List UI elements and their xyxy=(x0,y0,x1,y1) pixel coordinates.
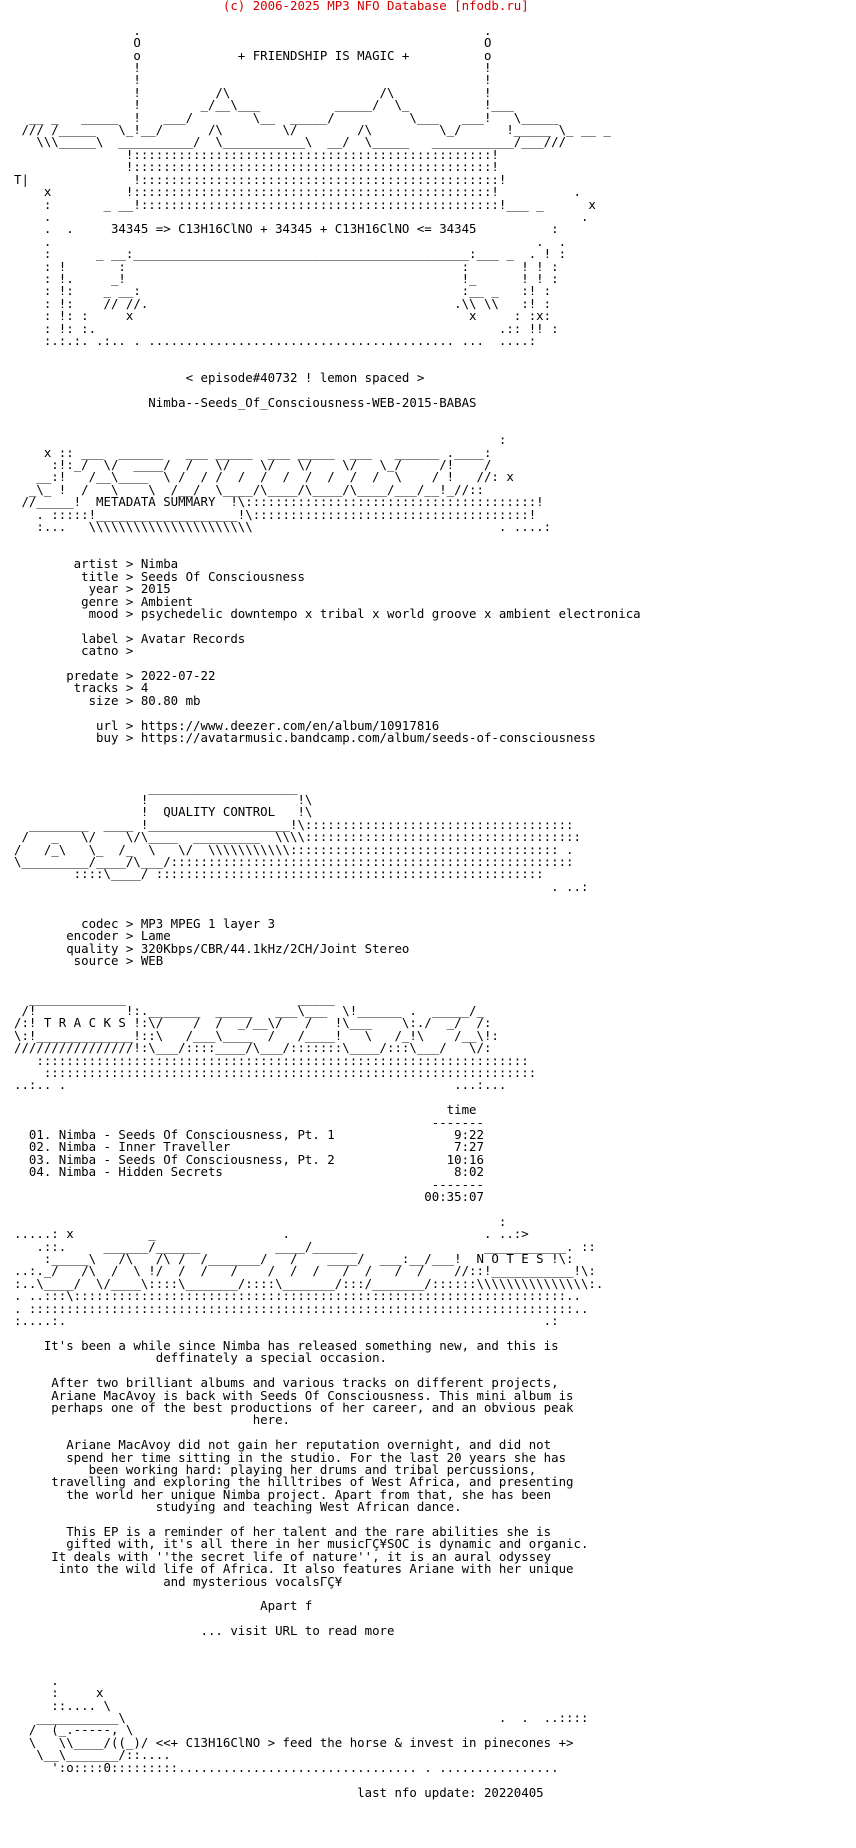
nfo-line: quality > 320Kbps/CBR/44.1kHz/2CH/Joint Stereo xyxy=(14,940,410,956)
nfo-line: perhaps one of the best productions of her career, and an obvious peak xyxy=(14,1399,574,1415)
nfo-line: :::::::::::::::::::::::::::::::::::::::::::::::::::::::::::::::::: xyxy=(14,1052,529,1068)
nfo-line: It deals with ''the secret life of nature'', it is an aural odyssey xyxy=(14,1548,552,1564)
nfo-line: ! ! xyxy=(14,60,492,76)
nfo-line: ////////////////!:\___/::::____/\___/:::::::\____/:::\___/ \/: xyxy=(14,1040,492,1056)
nfo-line: : ! : : ! ! : xyxy=(14,258,559,274)
nfo-line: < episode#40732 ! lemon spaced > xyxy=(14,370,425,386)
nfo-line: _____________ _____ xyxy=(14,990,335,1006)
nfo-line: ..:._/ /\ / \ !/ / / / / / / / / / / //::!___________!\: xyxy=(14,1263,596,1279)
nfo-line: year > 2015 xyxy=(14,581,171,597)
nfo-line: 02. Nimba - Inner Traveller 7:27 xyxy=(14,1139,484,1155)
nfo-line: . :::::::::::::::::::::::::::::::::::::::::::::::::::::::::::::::::::::::::.. xyxy=(14,1300,589,1316)
nfo-line: ! _/__\___ _____/ \_ !___ xyxy=(14,97,514,113)
nfo-line: 03. Nimba - Seeds Of Consciousness, Pt. 2 10:16 xyxy=(14,1151,484,1167)
nfo-line: ________ ____ !___________________!\:::::::::::::::::::::::::::::::::::: xyxy=(14,816,574,832)
nfo-line: . ..:::\::::::::::::::::::::::::::::::::::::::::::::::::::::::::::::::::::.. xyxy=(14,1288,581,1304)
nfo-line: size > 80.80 mb xyxy=(14,692,201,708)
nfo-line: artist > Nimba xyxy=(14,556,179,572)
nfo-line: ..:.. . ...:... xyxy=(14,1077,507,1093)
nfo-line: title > Seeds Of Consciousness xyxy=(14,568,305,584)
nfo-line xyxy=(14,757,856,769)
nfo-line: : !: // //. .\\ \\ :! : xyxy=(14,295,552,311)
nfo-line: genre > Ambient xyxy=(14,593,194,609)
nfo-line: \\\_____\ __________/ \___________\ __/ \_____ ___________/___/// xyxy=(14,134,567,150)
nfo-line: .::. ______/______ ____/______ ___________. :: xyxy=(14,1238,596,1254)
nfo-line: encoder > Lame xyxy=(14,928,171,944)
nfo-line: ! QUALITY CONTROL !\ xyxy=(14,804,313,820)
nfo-line: ::::\____/ :::::::::::::::::::::::::::::::::::::::::::::::::::: xyxy=(14,866,544,882)
nfo-line: / /_\ \_ /_ \ \/ \\\\\\\\\\\:::::::::::::::::::::::::::::::::::: . xyxy=(14,841,574,857)
nfo-line: \_________/____/\___/:::::::::::::::::::::::::::::::::::::::::::::::::::::: xyxy=(14,854,574,870)
nfo-line: catno > xyxy=(14,643,134,659)
nfo-line: x :: ___ ______ ___ _____ ___ _____ ___ ______ .____: xyxy=(14,444,492,460)
nfo-line: After two brilliant albums and various tracks on different projects, xyxy=(14,1375,559,1391)
nfo-line: /! !:._______ _____ ___\___ \!______ . _____/_ xyxy=(14,1002,484,1018)
nfo-line: into the wild life of Africa. It also features Ariane with her unique xyxy=(14,1561,574,1577)
nfo-line xyxy=(14,533,856,545)
nfo-line: !::::::::::::::::::::::::::::::::::::::::::::::::! xyxy=(14,159,499,175)
nfo-line: Ariane MacAvoy did not gain her reputation overnight, and did not xyxy=(14,1437,552,1453)
nfo-line: / _ \/ \/\____ _________ \\\\::::::::::::::::::::::::::::::::::::: xyxy=(14,829,581,845)
nfo-line: and mysterious vocalsΓÇ¥ xyxy=(14,1573,343,1589)
nfo-line: source > WEB xyxy=(14,953,164,969)
nfo-line: mood > psychedelic downtempo x tribal x world groove x ambient electronica xyxy=(14,605,641,621)
nfo-line: :_____\ /\ /\ / /_______/ / ____/ ___:__/___! N O T E S !\: xyxy=(14,1251,574,1267)
nfo-line: :!:_/ \/ ____/ / \/ \/ \/ \/ \_/ /! / xyxy=(14,457,492,473)
nfo-line: This EP is a reminder of her talent and the rare abilities she is xyxy=(14,1523,552,1539)
nfo-line xyxy=(14,1650,856,1662)
nfo-line: url > https://www.deezer.com/en/album/10917816 xyxy=(14,717,440,733)
nfo-line: 00:35:07 xyxy=(14,1189,484,1204)
nfo-line: . ..: xyxy=(14,878,589,894)
nfo-line: . . . xyxy=(14,233,567,249)
nfo-line: \__\_______/::.... xyxy=(14,1747,171,1763)
nfo-line: ___________\ . . ..:::: xyxy=(14,1710,589,1726)
nfo-line: /:! T R A C K S !:\/ / / _/__\/ / !\___ \:./ _/ /: xyxy=(14,1015,492,1031)
nfo-line: Nimba--Seeds_Of_Consciousness-WEB-2015-BABAS xyxy=(14,395,477,410)
nfo-art-body xyxy=(0,12,856,1799)
nfo-line xyxy=(14,1638,856,1650)
nfo-line: ::.... \ xyxy=(14,1697,111,1713)
nfo-line: : x xyxy=(14,1685,104,1701)
nfo-line: _\_ ! / \ \ /__/ \____/\____/\____/\____/___/__!_//:: xyxy=(14,481,484,497)
nfo-line: gifted with, it's all there in her musicΓÇ¥SOC is dynamic and organic. xyxy=(14,1536,589,1552)
nfo-line: label > Avatar Records xyxy=(14,630,246,646)
nfo-line: Apart f xyxy=(14,1598,313,1614)
nfo-line xyxy=(14,968,856,980)
nfo-line: 01. Nimba - Seeds Of Consciousness, Pt. 1 9:22 xyxy=(14,1126,484,1142)
nfo-line: : xyxy=(14,1213,507,1229)
nfo-line: :.:.:. .:.. . ......................................... ... ....: xyxy=(14,332,537,348)
nfo-line: : _ __!::::::::::::::::::::::::::::::::::::::::::::::::!___ _ x xyxy=(14,196,596,212)
nfo-line xyxy=(14,409,856,421)
nfo-line: : xyxy=(14,432,507,448)
nfo-line: codec > MP3 MPEG 1 layer 3 xyxy=(14,916,276,932)
nfo-line: ! /\ /\ ! xyxy=(14,84,492,100)
nfo-line: //_____! METADATA SUMMARY !\:::::::::::::::::::::::::::::::::::::::! xyxy=(14,494,544,510)
nfo-line: : !: :. .:: !! : xyxy=(14,320,559,336)
nfo-line: ... visit URL to read more xyxy=(14,1623,395,1639)
copyright-header: (c) 2006-2025 MP3 NFO Database [nfodb.ru] xyxy=(14,0,529,13)
nfo-line: Ariane MacAvoy is back with Seeds Of Consciousness. This mini album is xyxy=(14,1387,574,1403)
nfo-line: : !. _! !_ ! ! : xyxy=(14,270,559,286)
nfo-line: \ \\____/((_)/ <<+ C13H16ClNO > feed the horse & invest in pinecones +> xyxy=(14,1734,574,1750)
nfo-line: :::::::::::::::::::::::::::::::::::::::::::::::::::::::::::::::::: xyxy=(14,1064,537,1080)
nfo-line: . . 34345 => C13H16ClNO + 34345 + C13H16ClNO <= 34345 : xyxy=(14,221,559,237)
nfo-line: . xyxy=(14,1672,59,1688)
nfo-line: buy > https://avatarmusic.bandcamp.com/album/seeds-of-consciousness xyxy=(14,729,596,745)
nfo-line: ____________________ xyxy=(14,779,298,795)
nfo-line: spend her time sitting in the studio. For the last 20 years she has xyxy=(14,1449,567,1465)
nfo-line: ':o::::0:::::::::................................ . ................ xyxy=(14,1759,559,1775)
nfo-line: ! ! xyxy=(14,72,492,88)
nfo-line: __:! /__\____ \ / / / / / / / / / / \ / ! //: x xyxy=(14,469,514,485)
nfo-line: travelling and exploring the hilltribes of West Africa, and presenting xyxy=(14,1474,574,1490)
nfo-line xyxy=(14,347,856,359)
nfo-line: . . xyxy=(14,208,589,224)
nfo-line: . :::::!___________________!\:::::::::::::::::::::::::::::::::::::! xyxy=(14,506,537,522)
nfo-line: last nfo update: 20220405 xyxy=(14,1784,544,1800)
nfo-line: T| !::::::::::::::::::::::::::::::::::::::::::::::::! xyxy=(14,171,507,187)
nfo-line: o + FRIENDSHIP IS MAGIC + o xyxy=(14,47,492,63)
nfo-line: !::::::::::::::::::::::::::::::::::::::::::::::::! xyxy=(14,146,499,162)
nfo-line: : !: _ __: :__ _ :! : xyxy=(14,283,552,299)
nfo-line: It's been a while since Nimba has released something new, and this is xyxy=(14,1337,559,1353)
nfo-line: the world her unique Nimba project. Apart from that, she has been xyxy=(14,1486,552,1502)
nfo-line: tracks > 4 xyxy=(14,680,149,696)
nfo-line: time xyxy=(14,1102,477,1118)
nfo-line: x !::::::::::::::::::::::::::::::::::::::::::::::::! . xyxy=(14,184,581,200)
nfo-line: ------- xyxy=(14,1176,484,1192)
nfo-line: studying and teaching West African dance. xyxy=(14,1499,462,1515)
nfo-line: here. xyxy=(14,1412,291,1428)
nfo-line: : !: : x x : :x: xyxy=(14,308,552,324)
nfo-line: __ _ _____ ! ___/ \__ _____/ \___ ___! \_____ xyxy=(14,109,559,125)
nfo-line: /// /_____ \_!__/ /\ \/ /\ \_/ !_____ \_ __ _ xyxy=(14,122,611,138)
nfo-line: :... \\\\\\\\\\\\\\\\\\\\\\ . ....: xyxy=(14,519,552,535)
nfo-line: 04. Nimba - Hidden Secrets 8:02 xyxy=(14,1164,484,1180)
nfo-line xyxy=(14,893,856,905)
nfo-line xyxy=(14,1662,856,1674)
nfo-line: ------- xyxy=(14,1114,484,1130)
nfo-line: deffinately a special occasion. xyxy=(14,1350,387,1366)
nfo-line: ! !\ xyxy=(14,792,313,807)
nfo-line: predate > 2022-07-22 xyxy=(14,667,216,683)
nfo-line: : _ __:_____________________________________________:___ _ . ! : xyxy=(14,246,567,262)
nfo-line: . . xyxy=(14,22,492,38)
nfo-line: \:!_____________!::\ /___\____ / /____! \ /_!\ /__\!: xyxy=(14,1027,499,1043)
nfo-line xyxy=(14,744,856,756)
nfo-line: O O xyxy=(14,35,492,51)
nfo-line: :....:. .: xyxy=(14,1313,559,1329)
nfo-line: been working hard: playing her drums and tribal percussions, xyxy=(14,1461,537,1477)
nfo-line: .....: x _ . . ..:> xyxy=(14,1226,529,1242)
nfo-line: :..\____/ \/____\::::\_______/::::\_______/:::/_______/::::::\\\\\\\\\\\\\\\:. xyxy=(14,1275,604,1291)
nfo-line: / (_.-----, \ xyxy=(14,1722,134,1738)
